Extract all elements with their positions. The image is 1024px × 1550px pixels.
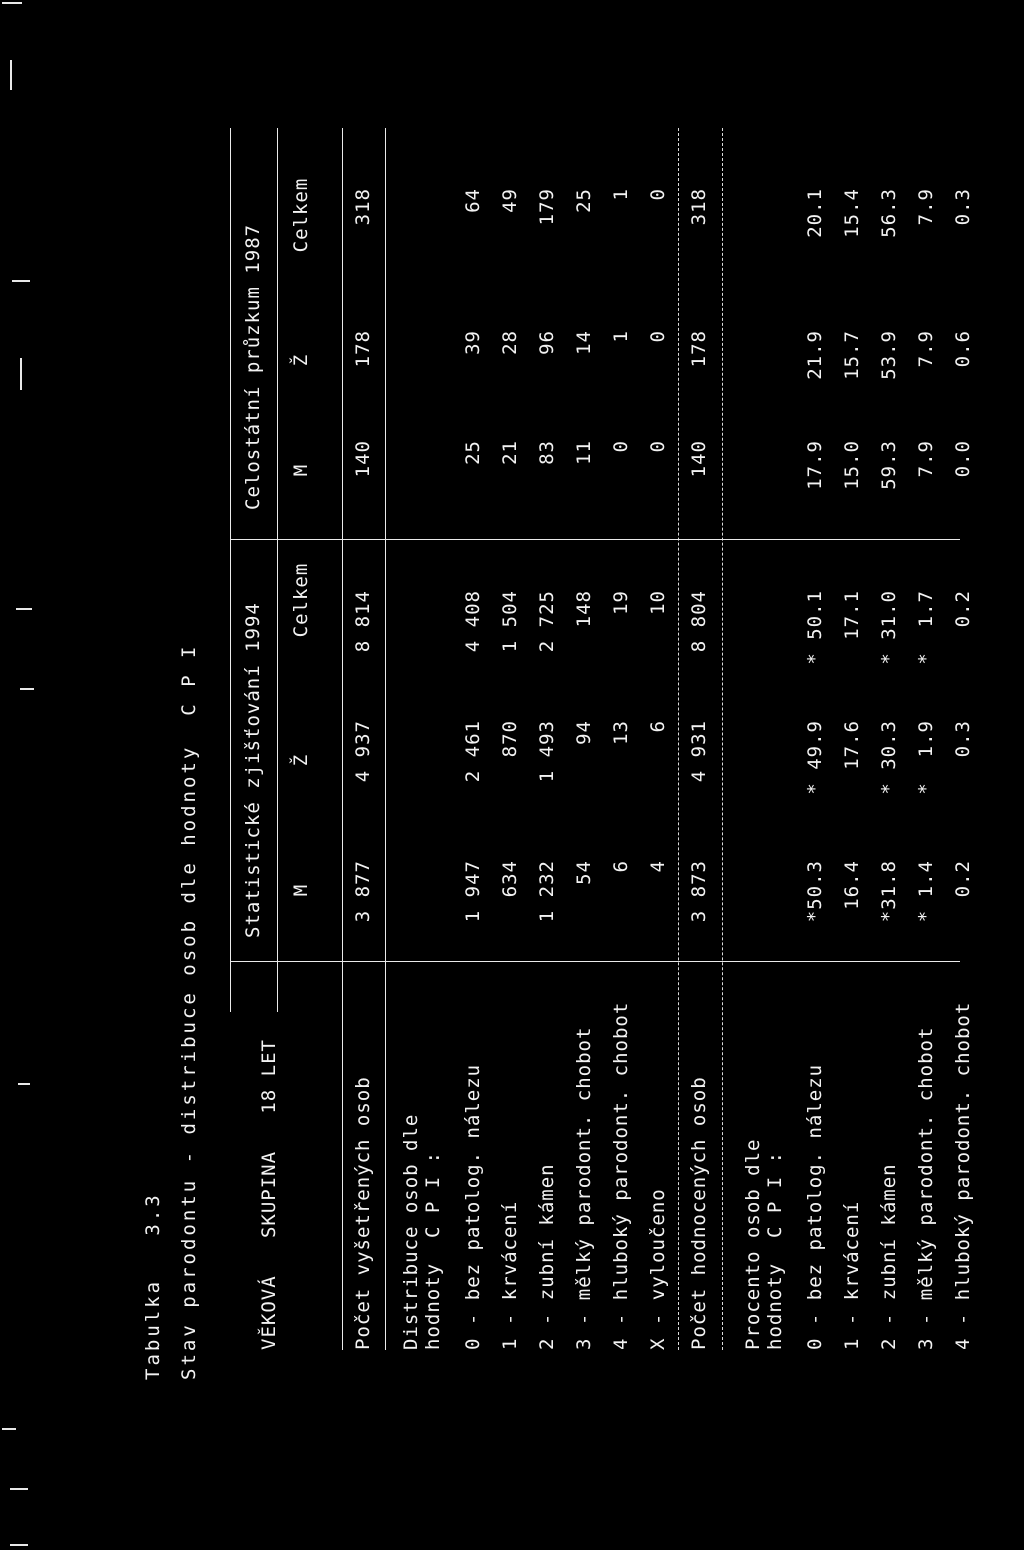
col-header-total-1987: Celkem: [290, 177, 312, 253]
distribution-cell-total-1987: 179: [536, 188, 558, 226]
scan-mark: [20, 358, 22, 390]
scan-mark: [10, 60, 12, 90]
distribution-cell-z-1994: 94: [573, 720, 595, 745]
column-divider-middle: [230, 539, 960, 540]
distribution-cell-m-1987: 25: [462, 440, 484, 465]
distribution-cell-z-1994: 2 461: [462, 720, 484, 783]
distribution-row-label: 3 - mělký parodont. chobot: [573, 1026, 595, 1350]
examined-m-1987: 140: [352, 440, 374, 478]
evaluated-z-1987: 178: [688, 330, 710, 368]
evaluated-rule-top: [678, 128, 679, 1350]
distribution-cell-m-1987: 0: [647, 440, 669, 453]
scan-mark: [20, 688, 34, 690]
percent-cell-m-1994: 0.2: [952, 860, 974, 898]
col-header-m-1994: M: [290, 883, 312, 897]
distribution-cell-m-1987: 0: [610, 440, 632, 453]
examined-rule-bottom: [385, 128, 386, 1350]
distribution-cell-z-1987: 14: [573, 330, 595, 355]
percent-cell-m-1987: 17.9: [804, 440, 826, 490]
examined-m-1994: 3 877: [352, 860, 374, 923]
distribution-cell-m-1994: 1 232: [536, 860, 558, 923]
distribution-cell-total-1994: 10: [647, 590, 669, 615]
distribution-cell-m-1994: 4: [647, 860, 669, 873]
examined-z-1987: 178: [352, 330, 374, 368]
percent-row-label: 3 - mělký parodont. chobot: [915, 1026, 937, 1350]
scan-mark: [18, 1083, 30, 1085]
distribution-cell-z-1987: 1: [610, 330, 632, 343]
distribution-row-label: X - vyloučeno: [647, 1188, 669, 1350]
header-survey-1987: Celostátní průzkum 1987: [242, 223, 264, 510]
scan-mark: [16, 608, 32, 610]
distribution-cell-z-1994: 13: [610, 720, 632, 745]
examined-z-1994: 4 937: [352, 720, 374, 783]
age-group-label: VĚKOVÁ SKUPINA 18 LET: [258, 1039, 280, 1350]
percent-cell-total-1987: 0.3: [952, 188, 974, 226]
distribution-heading-line1: Distribuce osob dle: [400, 1113, 422, 1350]
percent-cell-m-1987: 0.0: [952, 440, 974, 478]
distribution-cell-total-1987: 49: [499, 188, 521, 213]
evaluated-m-1994: 3 873: [688, 860, 710, 923]
top-rule: [230, 128, 231, 1012]
evaluated-z-1994: 4 931: [688, 720, 710, 783]
distribution-cell-m-1987: 83: [536, 440, 558, 465]
percent-cell-total-1994: * 31.0: [878, 590, 900, 665]
examined-label: Počet vyšetřených osob: [352, 1076, 374, 1350]
scan-mark: [2, 2, 22, 4]
percent-cell-total-1987: 15.4: [841, 188, 863, 238]
percent-cell-z-1994: 0.3: [952, 720, 974, 758]
evaluated-rule-bottom: [722, 128, 723, 1350]
distribution-cell-m-1994: 634: [499, 860, 521, 898]
distribution-cell-z-1987: 39: [462, 330, 484, 355]
table-title: Stav parodontu - distribuce osob dle hodnoty C P I: [178, 643, 200, 1380]
col-header-m-1987: M: [290, 463, 312, 477]
percent-heading-line1: Procento osob dle: [742, 1138, 764, 1350]
distribution-cell-z-1994: 1 493: [536, 720, 558, 783]
percent-row-label: 0 - bez patolog. nálezu: [804, 1063, 826, 1350]
percent-cell-total-1987: 20.1: [804, 188, 826, 238]
distribution-cell-m-1987: 21: [499, 440, 521, 465]
distribution-cell-total-1994: 19: [610, 590, 632, 615]
distribution-cell-z-1994: 870: [499, 720, 521, 758]
distribution-row-label: 0 - bez patolog. nálezu: [462, 1063, 484, 1350]
distribution-cell-total-1987: 0: [647, 188, 669, 201]
percent-cell-total-1994: * 1.7: [915, 590, 937, 665]
scan-mark: [12, 280, 30, 282]
distribution-cell-z-1994: 6: [647, 720, 669, 733]
percent-row-label: 2 - zubní kámen: [878, 1163, 900, 1350]
evaluated-label: Počet hodnocených osob: [688, 1076, 710, 1350]
distribution-cell-z-1987: 28: [499, 330, 521, 355]
percent-cell-total-1987: 7.9: [915, 188, 937, 226]
distribution-cell-total-1994: 1 504: [499, 590, 521, 653]
percent-cell-m-1987: 59.3: [878, 440, 900, 490]
examined-total-1994: 8 814: [352, 590, 374, 653]
percent-cell-z-1994: * 49.9: [804, 720, 826, 795]
distribution-cell-m-1994: 1 947: [462, 860, 484, 923]
evaluated-total-1987: 318: [688, 188, 710, 226]
percent-row-label: 1 - krvácení: [841, 1200, 863, 1350]
percent-cell-total-1994: 0.2: [952, 590, 974, 628]
examined-total-1987: 318: [352, 188, 374, 226]
percent-cell-m-1994: *50.3: [804, 860, 826, 923]
scan-mark: [2, 1428, 16, 1430]
percent-cell-z-1987: 7.9: [915, 330, 937, 368]
distribution-row-label: 2 - zubní kámen: [536, 1163, 558, 1350]
distribution-heading-line2: hodnoty C P I :: [422, 1150, 444, 1350]
scan-mark: [10, 1544, 28, 1546]
distribution-cell-z-1987: 0: [647, 330, 669, 343]
percent-cell-m-1994: 16.4: [841, 860, 863, 910]
percent-cell-total-1994: * 50.1: [804, 590, 826, 665]
header-survey-1994: Statistické zjišťování 1994: [242, 602, 264, 938]
percent-cell-z-1987: 15.7: [841, 330, 863, 380]
percent-cell-m-1987: 7.9: [915, 440, 937, 478]
percent-cell-z-1987: 53.9: [878, 330, 900, 380]
col-header-z-1994: Ž: [290, 753, 312, 767]
evaluated-total-1994: 8 804: [688, 590, 710, 653]
percent-cell-m-1994: *31.8: [878, 860, 900, 923]
percent-row-label: 4 - hluboký parodont. chobot: [952, 1001, 974, 1350]
distribution-cell-m-1994: 6: [610, 860, 632, 873]
distribution-cell-total-1987: 1: [610, 188, 632, 201]
table-number: Tabulka 3.3: [142, 1192, 164, 1380]
column-divider-left: [230, 961, 960, 962]
examined-rule-top: [342, 128, 343, 1350]
percent-cell-total-1994: 17.1: [841, 590, 863, 640]
percent-cell-total-1987: 56.3: [878, 188, 900, 238]
percent-cell-z-1994: * 30.3: [878, 720, 900, 795]
subheader-rule: [277, 128, 278, 1012]
percent-cell-z-1987: 21.9: [804, 330, 826, 380]
distribution-cell-total-1994: 2 725: [536, 590, 558, 653]
percent-cell-m-1994: * 1.4: [915, 860, 937, 923]
distribution-cell-z-1987: 96: [536, 330, 558, 355]
col-header-z-1987: Ž: [290, 353, 312, 367]
percent-cell-z-1994: * 1.9: [915, 720, 937, 795]
distribution-row-label: 1 - krvácení: [499, 1200, 521, 1350]
scan-mark: [10, 1488, 28, 1490]
percent-heading-line2: hodnoty C P I :: [764, 1150, 786, 1350]
evaluated-m-1987: 140: [688, 440, 710, 478]
distribution-cell-total-1987: 64: [462, 188, 484, 213]
distribution-cell-total-1987: 25: [573, 188, 595, 213]
distribution-cell-total-1994: 4 408: [462, 590, 484, 653]
col-header-total-1994: Celkem: [290, 562, 312, 638]
percent-cell-z-1987: 0.6: [952, 330, 974, 368]
distribution-row-label: 4 - hluboký parodont. chobot: [610, 1001, 632, 1350]
distribution-cell-m-1987: 11: [573, 440, 595, 465]
distribution-cell-total-1994: 148: [573, 590, 595, 628]
percent-cell-z-1994: 17.6: [841, 720, 863, 770]
percent-cell-m-1987: 15.0: [841, 440, 863, 490]
distribution-cell-m-1994: 54: [573, 860, 595, 885]
